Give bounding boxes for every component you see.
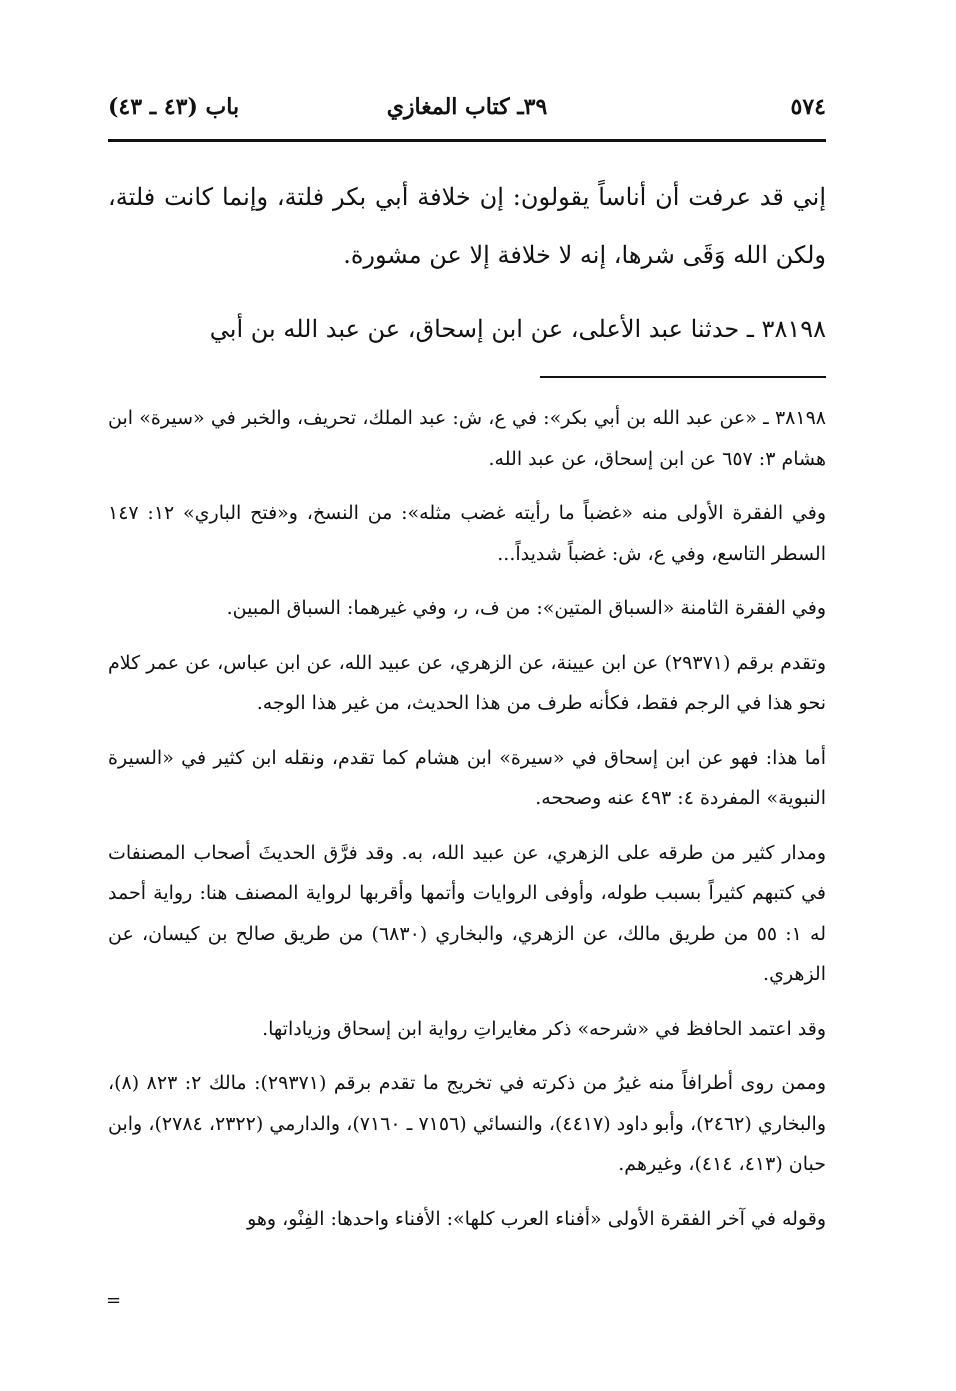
footnote-paragraph: وقوله في آخر الفقرة الأولى «أفناء العرب كلها»: الأفناء واحدها: الفِنْو، وهو <box>247 1207 826 1230</box>
hadith-paragraph: ٣٨١٩٨ ـ حدثنا عبد الأعلى، عن ابن إسحاق، عن عبد الله بن أبي <box>209 315 826 343</box>
footnote-paragraph: وفي الفقرة الثامنة «السباق المتين»: من ف، ر، وفي غيرهما: السباق المبين. <box>226 597 826 619</box>
main-text <box>108 168 826 358</box>
footnote-paragraph: أما هذا: فهو عن ابن إسحاق في «سيرة» ابن هشام كما تقدم، ونقله ابن كثير في «السيرة النبوية» المفردة ٤: ٤٩٣ عنه وصححه. <box>108 746 826 809</box>
footnote-paragraph: ٣٨١٩٨ ـ «عن عبد الله بن أبي بكر»: في ع، ش: عبد الملك، تحريف، والخبر في «سيرة» ابن هشام ٣: ٦٥٧ عن ابن إسحاق، عن عبد الله. <box>108 407 826 470</box>
header-divider <box>108 139 826 142</box>
continuation-mark: = <box>106 1290 122 1311</box>
footnote-paragraph: وتقدم برقم (٢٩٣٧١) عن ابن عيينة، عن الزهري، عن عبيد الله، عن ابن عباس، عن عمر كلام نحو هذا في الرجم فقط، فكأنه طرف من هذا الحديث، من غير هذا الوجه. <box>108 651 826 714</box>
footnote-paragraph: وممن روى أطرافاً منه غيرُ من ذكرته في تخريج ما تقدم برقم (٢٩٣٧١): مالك ٢: ٨٢٣ (٨)، والبخاري (٢٤٦٢)، وأبو داود (٤٤١٧)، والنسائي (٧١٥٦ ـ ٧١٦٠)، والدارمي (٢٣٢٢، ٢٧٨٤)، وابن حبان (٤١٣، ٤١٤)، وغيرهم. <box>108 1072 827 1175</box>
footnote-paragraph: وفي الفقرة الأولى منه «غضباً ما رأيته غضب مثله»: من النسخ، و«فتح الباري» ١٢: ١٤٧ السطر التاسع، وفي ع، ش: غضباً شديداً... <box>108 502 826 565</box>
main-paragraph: إني قد عرفت أن أناساً يقولون: إن خلافة أبي بكر فلتة، وإنما كانت فلتة، ولكن الله وَقَى شرها، إنه لا خلافة إلا عن مشورة. <box>108 183 826 269</box>
page-header <box>108 88 826 132</box>
footnote-paragraph: وقد اعتمد الحافظ في «شرحه» ذكر مغايراتِ رواية ابن إسحاق وزياداتها. <box>262 1017 826 1040</box>
book-title: ٣٩ـ كتاب المغازي <box>386 94 548 120</box>
footnote-divider <box>540 376 826 378</box>
chapter-label: باب (٤٣ ـ ٤٣) <box>108 94 240 120</box>
page-number: ٥٧٤ <box>790 94 826 120</box>
footnote-paragraph: ومدار كثير من طرقه على الزهري، عن عبيد الله، به. وقد فرَّق الحديثَ أصحاب المصنفات في كتبهم كثيراً بسبب طوله، وأوفى الروايات وأتمها وأقربها لرواية المصنف هنا: رواية أحمد له ١: ٥٥ من طريق مالك، عن الزهري، والبخاري (٦٨٣٠) من طريق صالح بن كيسان، عن الزهري. <box>108 841 827 985</box>
footnotes <box>108 398 826 1253</box>
